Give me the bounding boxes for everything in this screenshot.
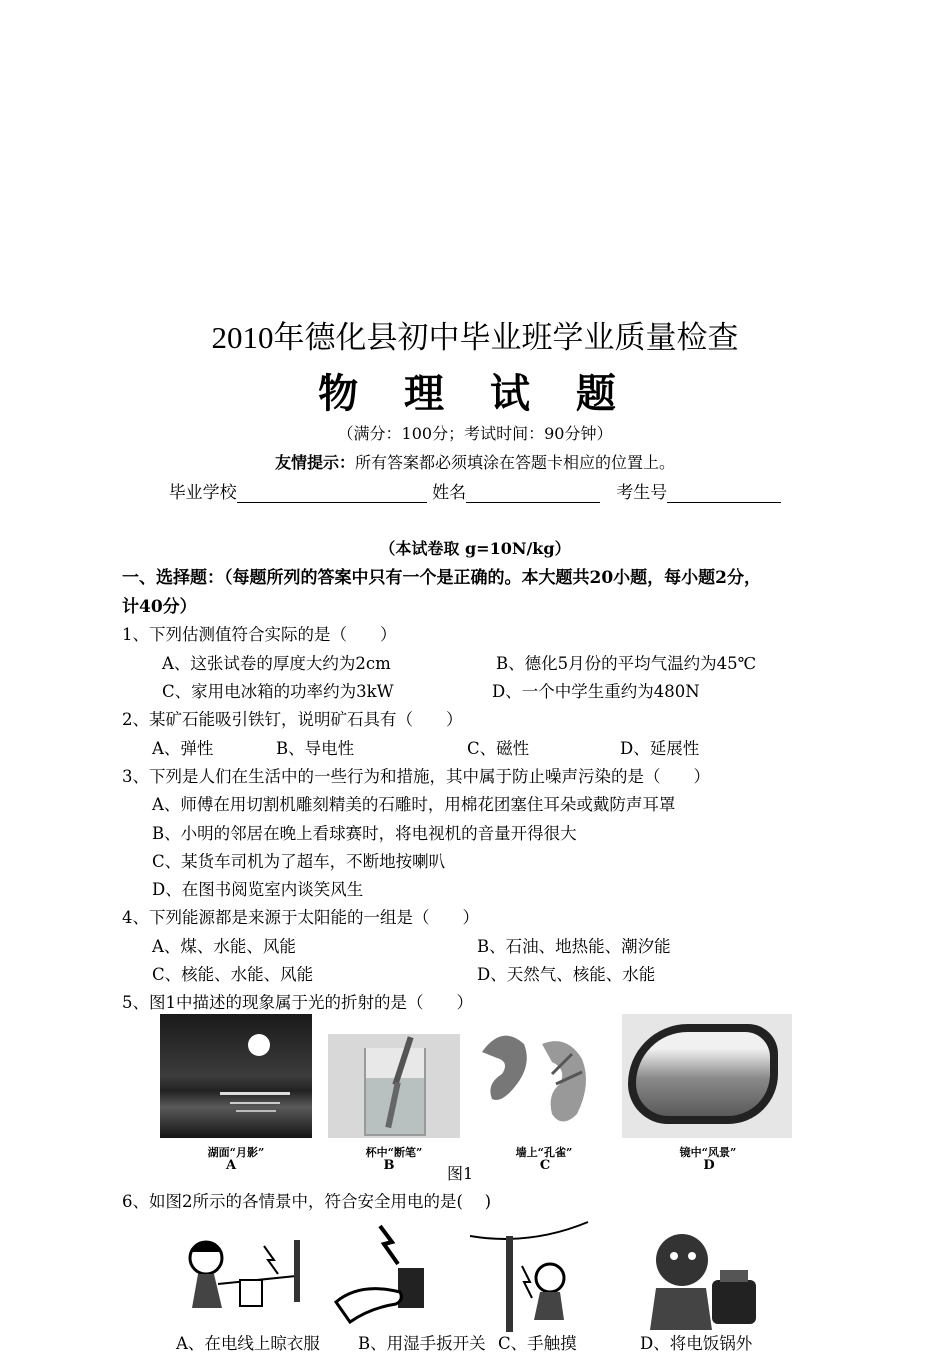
figure-label: 图1 — [447, 1164, 474, 1183]
wet-hand-switch-cartoon — [330, 1222, 440, 1332]
name-blank[interactable] — [466, 484, 600, 503]
figure-letter: D — [703, 1158, 715, 1173]
option: A、这张试卷的厚度大约为2cm — [162, 654, 391, 673]
school-label: 毕业学校 — [168, 483, 237, 503]
gravity-note: （本试卷取 g=10N/kg） — [379, 539, 571, 558]
question-stem: 6、如图2所示的各情景中，符合安全用电的是( ) — [122, 1192, 492, 1211]
option: B、用湿手扳开关 — [358, 1334, 486, 1353]
option: B、小明的邻居在晚上看球赛时，将电视机的音量开得很大 — [152, 824, 577, 843]
student-info-row — [0, 478, 950, 503]
moon-reflection-photo — [160, 1014, 312, 1138]
option: B、石油、地热能、潮汐能 — [477, 937, 671, 956]
laundry-on-wire-cartoon — [178, 1222, 318, 1332]
figure-letter: B — [383, 1158, 395, 1173]
touching-wire-cartoon — [470, 1216, 590, 1332]
option: D、天然气、核能、水能 — [477, 965, 656, 984]
option: C、某货车司机为了超车，不断地按喇叭 — [152, 852, 446, 871]
figure-caption: 镜中“风景” — [679, 1146, 737, 1159]
score-info: （满分：100分；考试时间：90分钟） — [337, 424, 613, 443]
option: D、延展性 — [620, 739, 700, 758]
question-stem: 2、某矿石能吸引铁钉，说明矿石具有（ ） — [122, 710, 463, 729]
option: C、家用电冰箱的功率约为3kW — [162, 682, 394, 701]
hand-shadow-photo — [472, 1014, 602, 1138]
school-blank[interactable] — [237, 484, 427, 503]
option: A、弹性 — [152, 739, 214, 758]
option: C、核能、水能、风能 — [152, 965, 314, 984]
question-stem: 4、下列能源都是来源于太阳能的一组是（ ） — [122, 908, 479, 927]
id-label: 考生号 — [616, 483, 668, 503]
rice-cooker-cartoon — [642, 1226, 772, 1332]
broken-pencil-photo — [328, 1034, 460, 1138]
question-stem: 1、下列估测值符合实际的是（ ） — [122, 625, 397, 644]
figure-letter: C — [539, 1158, 551, 1173]
id-blank[interactable] — [667, 484, 781, 503]
figure-caption: 墙上“孔雀” — [515, 1146, 573, 1159]
option: C、手触摸 — [498, 1334, 577, 1353]
option: A、煤、水能、风能 — [152, 937, 296, 956]
section-heading: 一、选择题：（每题所列的答案中只有一个是正确的。本大题共20小题，每小题2分， — [122, 568, 761, 588]
option: B、导电性 — [276, 739, 355, 758]
exam-title: 2010年德化县初中毕业班学业质量检查 — [211, 320, 739, 355]
option: A、师傅在用切割机雕刻精美的石雕时，用棉花团塞住耳朵或戴防声耳罩 — [152, 795, 676, 814]
subject-title: 物 理 试 题 — [318, 370, 632, 417]
option: D、一个中学生重约为480N — [492, 682, 700, 701]
option: A、在电线上晾衣服 — [176, 1334, 320, 1353]
side-mirror-photo — [622, 1014, 792, 1138]
figure-caption: 杯中“断笔” — [365, 1146, 423, 1159]
option: D、将电饭锅外 — [640, 1334, 753, 1353]
friendly-tip — [0, 450, 950, 473]
question-stem: 3、下列是人们在生活中的一些行为和措施，其中属于防止噪声污染的是（ ） — [122, 767, 710, 786]
tip-text: 所有答案都必须填涂在答题卡相应的位置上。 — [355, 453, 676, 472]
option: D、在图书阅览室内谈笑风生 — [152, 880, 364, 899]
section-heading-cont: 计40分） — [122, 597, 197, 617]
tip-label: 友情提示： — [274, 453, 355, 472]
option: B、德化5月份的平均气温约为45℃ — [496, 654, 757, 673]
name-label: 姓名 — [432, 483, 467, 503]
figure-caption: 湖面“月影” — [207, 1146, 265, 1159]
option: C、磁性 — [467, 739, 530, 758]
question-stem: 5、图1中描述的现象属于光的折射的是（ ） — [122, 993, 473, 1012]
figure-letter: A — [225, 1158, 237, 1173]
